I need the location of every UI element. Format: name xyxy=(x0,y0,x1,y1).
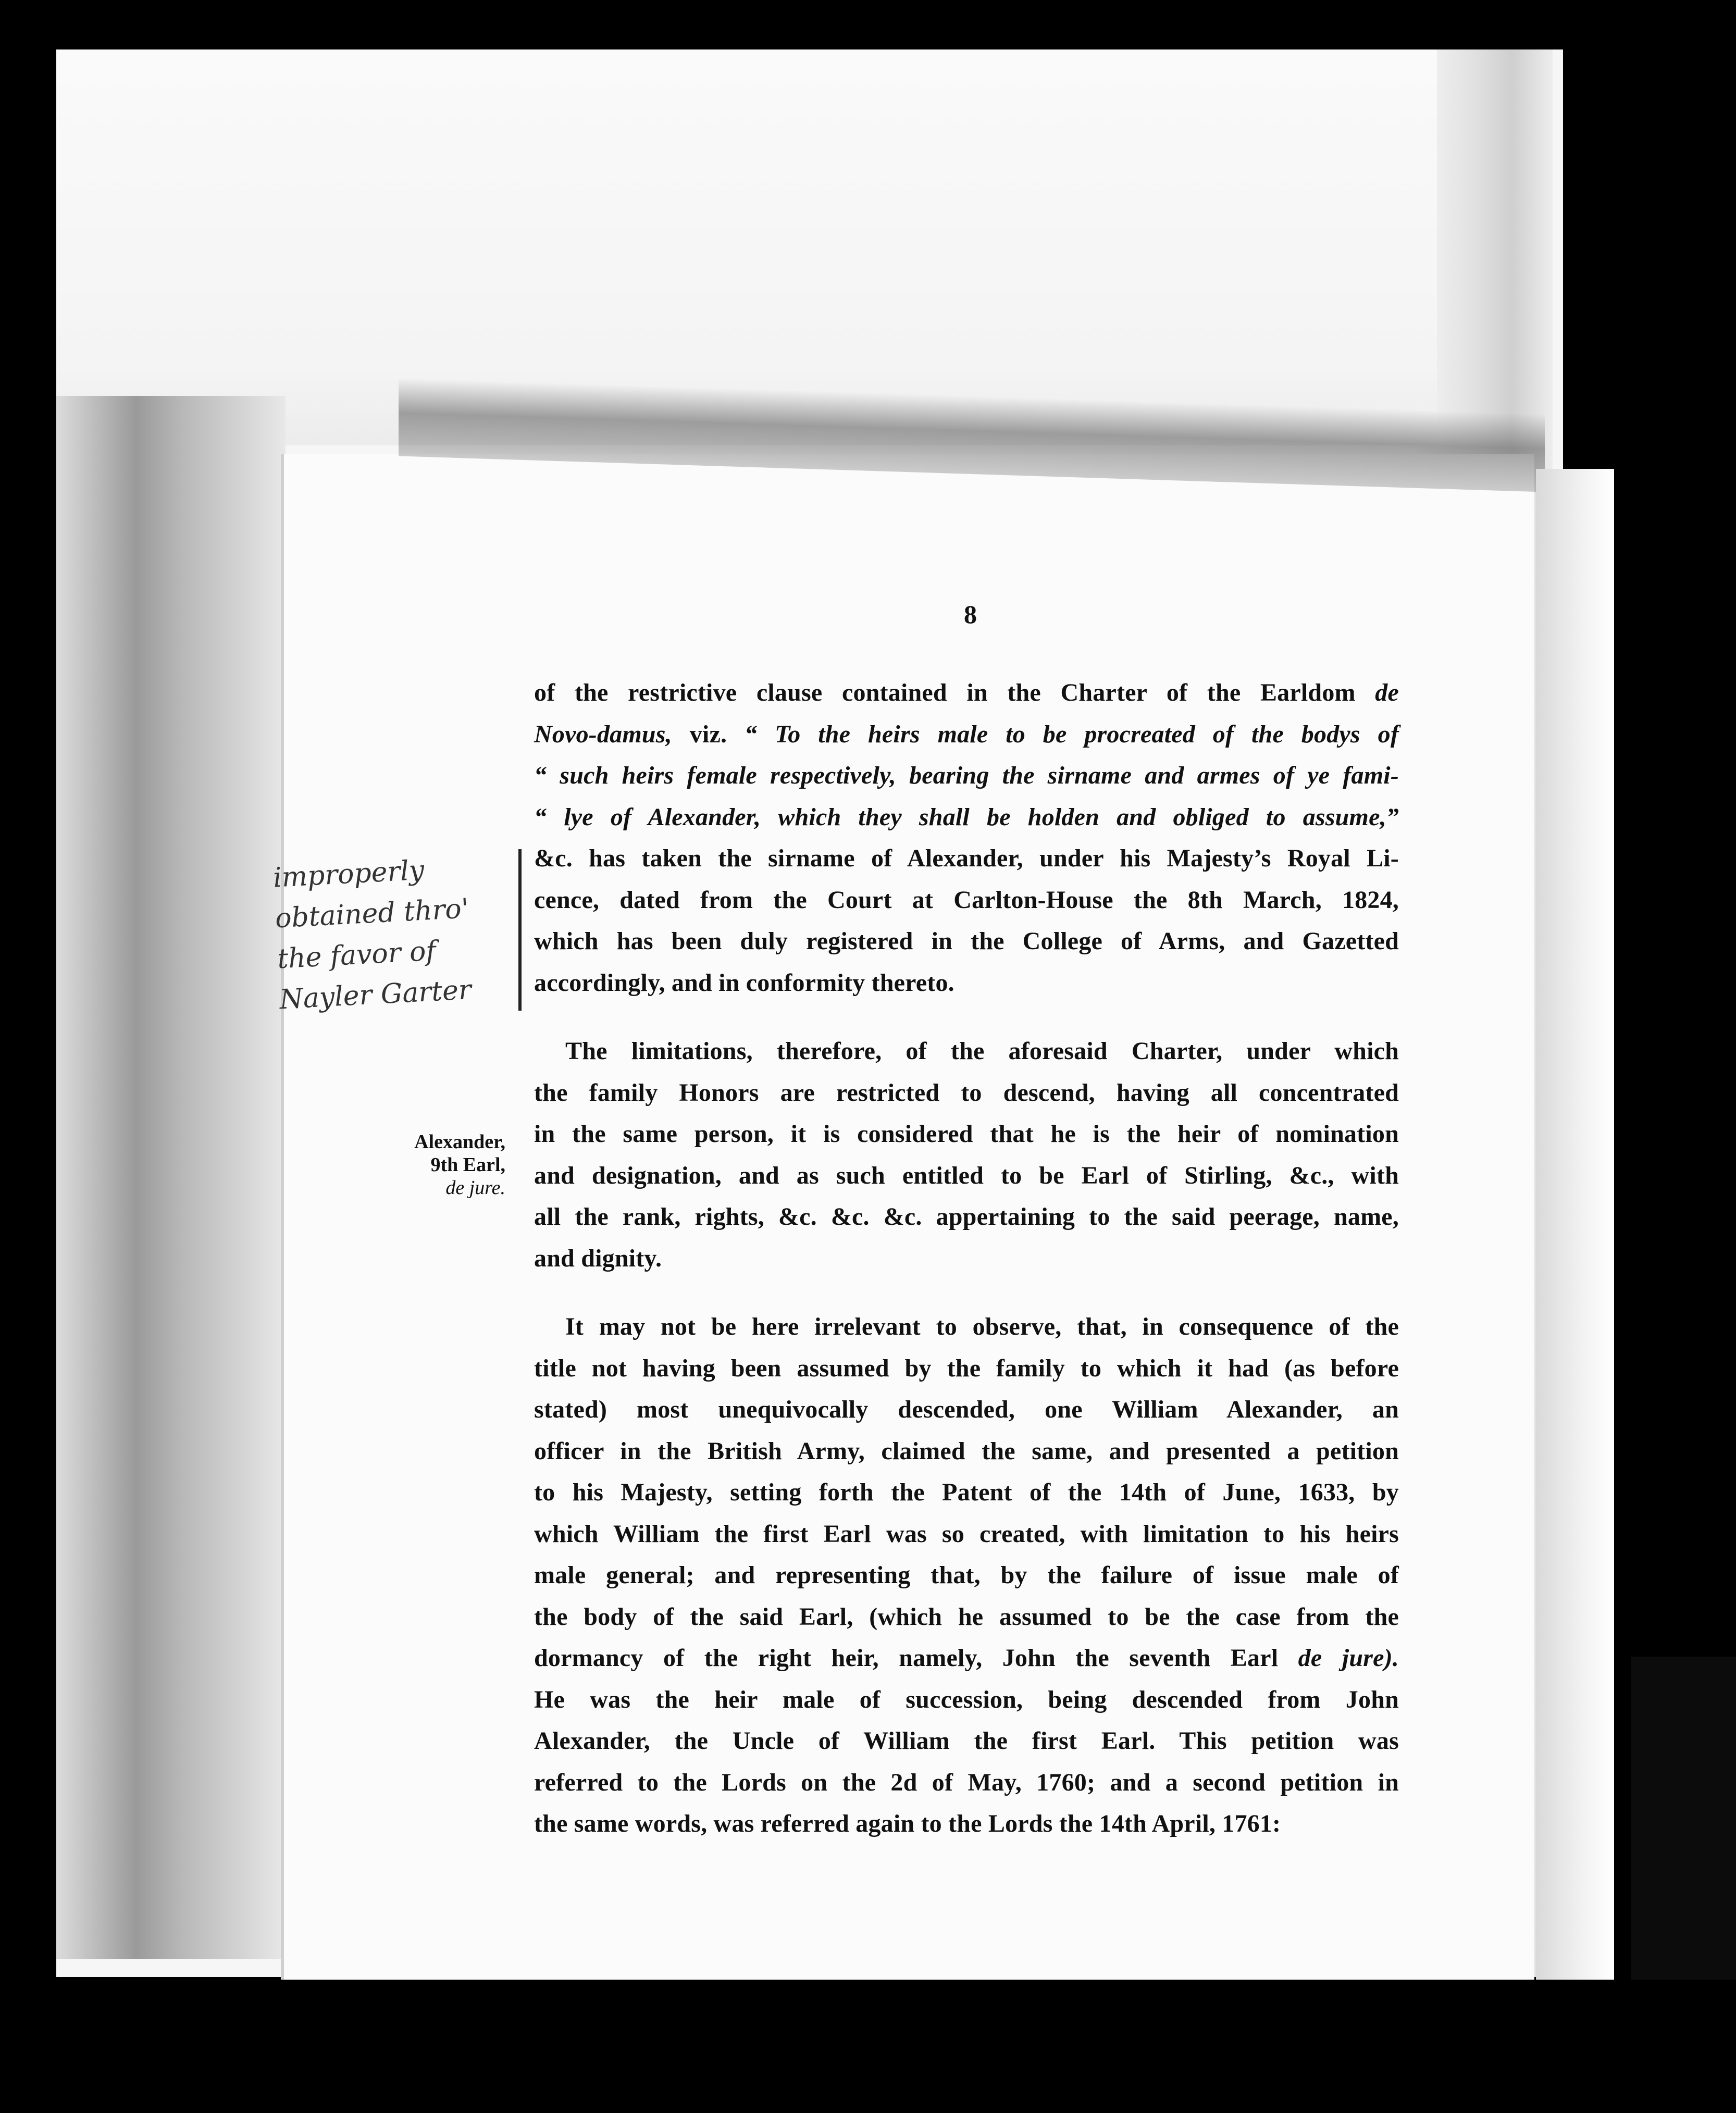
handwritten-bracket xyxy=(518,849,522,1011)
text-line: the family Honors are restricted to descend, having all concentrated xyxy=(534,1078,1399,1107)
text-line: male general; and representing that, by the failure of issue male of xyxy=(534,1561,1399,1589)
text-line: He was the heir male of succession, being descended from John xyxy=(534,1685,1399,1713)
page-number: 8 xyxy=(964,600,977,629)
text-line: &c. has taken the sirname of Alexander, under his Majesty’s Royal Li- xyxy=(534,844,1399,872)
text-line: “ such heirs female respectively, bearing the sirname and armes of ye fami- xyxy=(534,762,1399,789)
margin-note-line: 9th Earl, xyxy=(430,1154,505,1176)
text-line: of the restrictive clause contained in the Charter of the Earldom de xyxy=(534,679,1399,706)
left-shadow xyxy=(56,396,286,1959)
text-line: officer in the British Army, claimed the same, and presented a petition xyxy=(534,1437,1399,1465)
text-line: “ lye of Alexander, which they shall be holden and obliged to assume,” xyxy=(534,803,1399,831)
text-line: referred to the Lords on the 2d of May, 1760; and a second petition in xyxy=(534,1768,1399,1796)
text-line: the body of the said Earl, (which he assumed to be the case from the xyxy=(534,1602,1399,1631)
text-line: the same words, was referred again to the Lords the 14th April, 1761: xyxy=(534,1810,1281,1837)
margin-note xyxy=(412,1130,505,1199)
scan-border-right xyxy=(1631,1657,1736,2021)
margin-note-line: Alexander, xyxy=(414,1131,505,1153)
handwriting-line: Nayler Garter xyxy=(278,974,473,1016)
text-line: dormancy of the right heir, namely, John the seventh Earl de jure). xyxy=(534,1644,1399,1672)
text-line: stated) most unequivocally descended, one William Alexander, an xyxy=(534,1396,1399,1423)
text-line: which has been duly registered in the College of Arms, and Gazetted xyxy=(534,927,1399,955)
text-line: Novo-damus, viz. “ To the heirs male to be procreated of the bodys of xyxy=(534,720,1399,748)
body-text xyxy=(534,672,1399,1845)
text-line: title not having been assumed by the family to which it had (as before xyxy=(534,1354,1399,1382)
text-line: all the rank, rights, &c. &c. &c. appertaining to the said peerage, name, xyxy=(534,1203,1399,1230)
text-line: to his Majesty, setting forth the Patent of the 14th of June, 1633, by xyxy=(534,1478,1399,1506)
text-line: in the same person, it is considered that he is the heir of nomination xyxy=(534,1120,1399,1148)
margin-note-line: de jure. xyxy=(445,1177,505,1199)
text-line: accordingly, and in conformity thereto. xyxy=(534,968,954,997)
top-flap xyxy=(56,49,1437,445)
text-line: cence, dated from the Court at Carlton-House the 8th March, 1824, xyxy=(534,886,1399,914)
handwriting-line: the favor of xyxy=(276,935,437,975)
text-line: and designation, and as such entitled to be Earl of Stirling, &c., with xyxy=(534,1161,1399,1189)
handwriting-line: improperly xyxy=(272,854,425,894)
text-line: which William the first Earl was so created, with limitation to his heirs xyxy=(534,1520,1399,1548)
handwriting-line: obtained thro' xyxy=(274,893,470,935)
text-line: and dignity. xyxy=(534,1244,662,1272)
text-line: It may not be here irrelevant to observe, that, in consequence of the xyxy=(565,1313,1399,1340)
scan-border-bottom xyxy=(0,1980,1736,2113)
text-line: The limitations, therefore, of the aforesaid Charter, under which xyxy=(565,1037,1399,1065)
handwritten-annotation xyxy=(272,846,510,1021)
right-edge-strip xyxy=(1536,469,1614,1980)
text-line: Alexander, the Uncle of William the first Earl. This petition was xyxy=(534,1727,1399,1755)
